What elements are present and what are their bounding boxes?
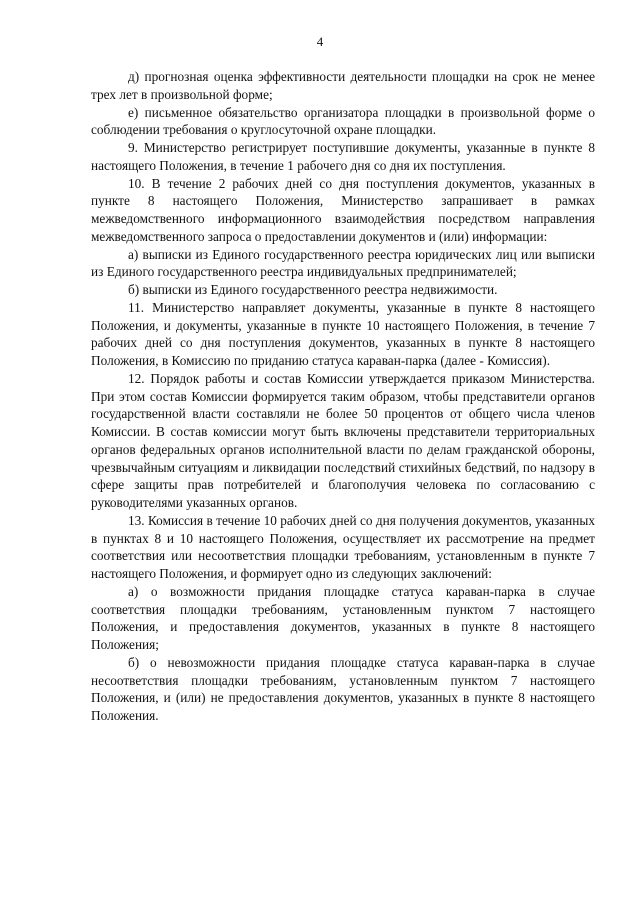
paragraph-10: 10. В течение 2 рабочих дней со дня поступления документов, указанных в пункте 8 настоящего Положения, Министерство запрашивает в рамках межведомственного информационного взаимодействия посредством направления межведомственного запроса о предоставлении документов и (или) информации:	[91, 175, 595, 244]
paragraph-13: 13. Комиссия в течение 10 рабочих дней со дня получения документов, указанных в пунктах 8 и 10 настоящего Положения, осуществляет их рассмотрение на предмет соответствия или несоответствия площадки требованиям, установленным в пункте 7 настоящего Положения, и формирует одно из следующих заключений:	[91, 512, 595, 581]
paragraph-d: д) прогнозная оценка эффективности деятельности площадки на срок не менее трех лет в произвольной форме;	[91, 69, 595, 102]
paragraph-13a: а) о возможности придания площадке статуса караван-парка в случае соответствия площадки требованиям, установленным пунктом 7 настоящего Положения, и предоставления документов, указанных в пункте 8 настоящего Положения;	[91, 583, 595, 652]
paragraph-12: 12. Порядок работы и состав Комиссии утверждается приказом Министерства. При этом состав Комиссии формируется таким образом, чтобы представители органов государственной власти составляли не более 50 процентов от общего числа членов Комиссии. В состав комиссии могут быть включены представители территориальных органов федеральных органов исполнительной власти по делам гражданской обороны, чрезвычайным ситуациям и ликвидации последствий стихийных бедствий, по надзору в сфере защиты прав потребителей и благополучия человека по согласованию с руководителями указанных органов.	[91, 370, 595, 510]
paragraph-e: е) письменное обязательство организатора площадки в произвольной форме о соблюдении требования о круглосуточной охране площадки.	[91, 104, 595, 138]
paragraph-9: 9. Министерство регистрирует поступившие документы, указанные в пункте 8 настоящего Положения, в течение 1 рабочего дня со дня их поступления.	[91, 140, 595, 173]
page-number: 4	[316, 34, 324, 49]
paragraph-10a: а) выписки из Единого государственного реестра юридических лиц или выписки из Единого государственного реестра индивидуальных предпринимателей;	[91, 246, 595, 280]
paragraph-13b: б) о невозможности придания площадке статуса караван-парка в случае несоответствия площадки требованиям, установленным пунктом 7 настоящего Положения, и (или) не предоставления документов, указанных в пункте 8 настоящего Положения.	[91, 654, 595, 723]
paragraph-10b: б) выписки из Единого государственного реестра недвижимости.	[128, 282, 498, 297]
paragraph-11: 11. Министерство направляет документы, указанные в пункте 8 настоящего Положения, и документы, указанные в пункте 10 настоящего Положения, в течение 7 рабочих дней со дня поступления документов, указанных в пункте 8 настоящего Положения, в Комиссию по приданию статуса караван-парка (далее - Комиссия).	[91, 299, 595, 368]
document-body	[91, 68, 595, 725]
